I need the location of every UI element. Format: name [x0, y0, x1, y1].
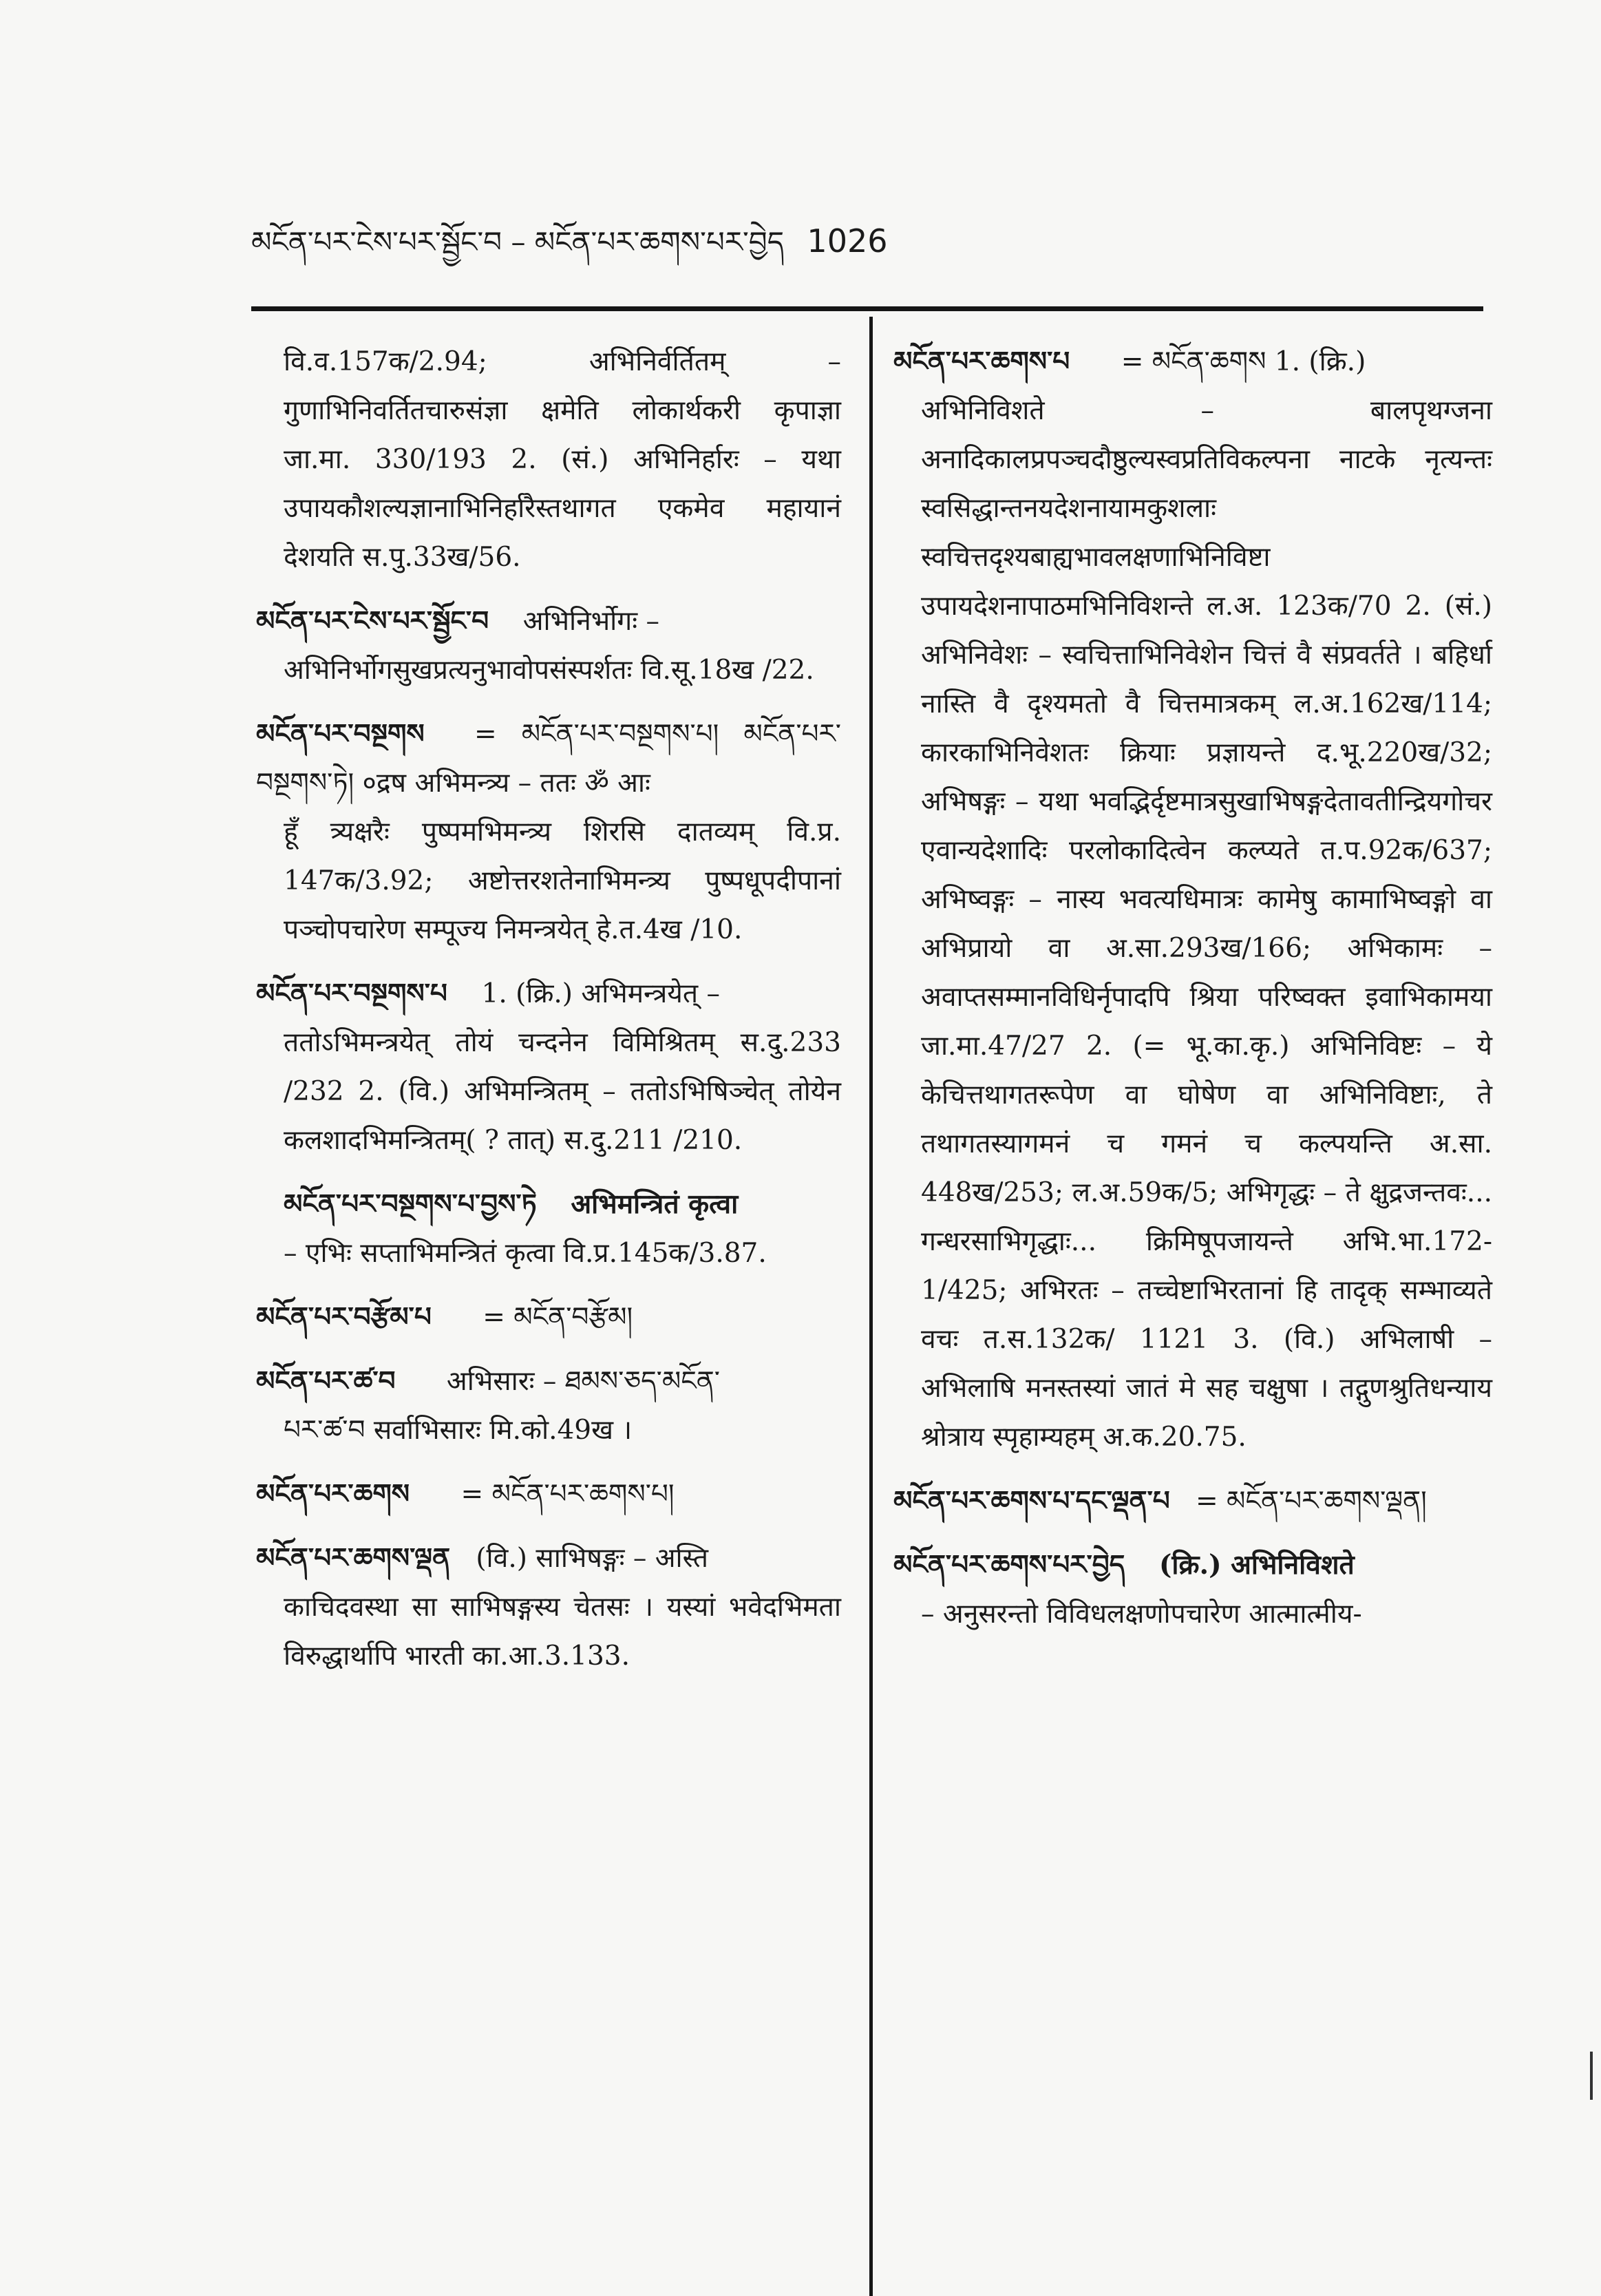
entry-body: པར་ཚ་བ सर्वाभिसारः मि.को.49ख । — [284, 1415, 633, 1446]
headword: མངོན་པར་ཆགས — [256, 1478, 410, 1510]
entry — [256, 1180, 841, 1278]
column-divider — [869, 317, 873, 2296]
entry-body: – अनुसरन्तो विविधलक्षणोपचारेण आत्मात्मीय- — [921, 1599, 1362, 1630]
entry-body: ततोऽभिमन्त्रयेत् तोयं चन्दनेन विमिश्रितम् स.दु.233 /232 2. (वि.) अभिमन्त्रितम् – ततोऽभिषिञ्चेत् तोयेन कलशादभिमन्त्रितम्( ? तात्) स.दु.211 /210. — [284, 1027, 841, 1156]
headword: མངོན་པར་ཆགས་ལྡན — [256, 1542, 451, 1574]
entry — [893, 1477, 1492, 1526]
headword: མངོན་པར་ངེས་པར་སྦྱོང་བ — [256, 605, 489, 637]
entry — [893, 1541, 1492, 1639]
headword: མངོན་པར་ཆགས་པ་དང་ལྡན་པ — [893, 1485, 1170, 1517]
entry — [256, 1357, 841, 1455]
entry — [256, 1470, 841, 1519]
headword: མངོན་པར་ཆགས་པར་བྱེད — [893, 1549, 1125, 1581]
gloss: अभिमन्त्रितं कृत्वा — [571, 1188, 739, 1220]
entry — [256, 337, 841, 582]
right-column — [893, 337, 1492, 1654]
scan-edge-mark — [1590, 2052, 1593, 2100]
running-title: མངོན་པར་ངེས་པར་སྦྱོང་བ – མངོན་པར་ཆགས་པར་བྱེད — [251, 225, 785, 259]
entry — [256, 710, 841, 954]
headword: མངོན་པར་བསྔགས་པ་བྱས་ཏེ — [284, 1188, 537, 1220]
header-rule — [251, 306, 1483, 311]
gloss: = མངོན་བརྩོམ། — [483, 1302, 633, 1333]
gloss: = མངོན་ཆགས 1. (क्रि.) — [1121, 346, 1366, 377]
headword: མངོན་པར་ཚ་བ — [256, 1365, 396, 1397]
left-column — [256, 337, 841, 1696]
gloss: (वि.) साभिषङ्गः – अस्ति — [476, 1543, 709, 1574]
headword: མངོན་པར་བསྔགས་པ — [256, 978, 447, 1009]
entry — [256, 1534, 841, 1681]
entry-body: हूँ त्र्यक्षरैः पुष्पमभिमन्त्र्य शिरसि दातव्यम् वि.प्र. 147क/3.92; अष्टोत्तरशतेनाभिमन्त्र्य पुष्पधूपदीपानां पञ्चोपचारेण सम्पूज्य निमन्त्रयेत् हे.त.4ख /10. — [284, 817, 841, 945]
headword: མངོན་པར་བསྔགས — [256, 718, 425, 750]
headword: མངོན་པར་ཆགས་པ — [893, 346, 1070, 377]
headword: མངོན་པར་བརྩོམ་པ — [256, 1301, 432, 1333]
gloss: अभिसारः – ཐམས་ཅད་མངོན་ — [446, 1366, 720, 1397]
entry-body: वि.व.157क/2.94; अभिनिर्वर्तितम् – गुणाभिनिवर्तितचारुसंज्ञा क्षमेति लोकार्थकरी कृपाज्ञा जा.मा. 330/193 2. (सं.) अभिनिर्हारः – यथा उपायकौशल्यज्ञानाभिनिर्हारैस्तथागत एकमेव महायानं देशयति स.पु.33ख/56. — [284, 346, 841, 573]
page-number: 1026 — [807, 222, 888, 260]
gloss: = མངོན་པར་བསྔགས་པ། མངོན་པར་བསྔགས་ཏེ། ०द्रष अभिमन्त्र्य – ततः ॐ आः — [256, 719, 841, 799]
gloss: 1. (क्रि.) अभिमन्त्रयेत् – — [481, 978, 720, 1009]
entry-body: काचिदवस्था सा साभिषङ्गस्य चेतसः । यस्यां भवेदभिमता विरुद्धार्थापि भारती का.आ.3.133. — [284, 1592, 841, 1672]
gloss: (क्रि.) अभिनिविशते — [1158, 1549, 1355, 1581]
gloss: = མངོན་པར་ཆགས་ལྡན། — [1195, 1486, 1427, 1517]
running-head — [251, 220, 1490, 263]
entry — [256, 597, 841, 695]
entry-body: अभिनिविशते – बालपृथग्जना अनादिकालप्रपञ्चदौष्ठुल्यस्वप्रतिविकल्पना नाटके नृत्यन्तः स्वसिद्धान्तनयदेशनायामकुशलाः स्वचित्तदृश्यबाह्यभावलक्षणाभिनिविष्टा उपायदेशनापाठमभिनिविशन्ते ल.अ. 123क/70 2. (सं.) अभिनिवेशः – स्वचित्ताभिनिवेशेन चित्तं वै संप्रवर्तते । बहिर्धा नास्ति वै दृश्यमतो वै चित्तमात्रकम् ल.अ.162ख/114; कारकाभिनिवेशतः क्रियाः प्रज्ञायन्ते द.भू.220ख/32; अभिषङ्गः – यथा भवद्भिर्दृष्टमात्रसुखाभिषङ्गदेतावतीन्द्रियगोचर एवान्यदेशादिः परलोकादित्वेन कल्प्यते त.प.92क/637; अभिष्वङ्गः – नास्य भवत्यधिमात्रः कामेषु कामाभिष्वङ्गो वा अभिप्रायो वा अ.सा.293ख/166; अभिकामः – अवाप्तसम्मानविधिर्नृपादपि श्रिया परिष्वक्त इवाभिकामया जा.मा.47/27 2. (= भू.का.कृ.) अभिनिविष्टः – ये केचित्तथागतरूपेण वा घोषेण वा अभिनिविष्टाः, ते तथागतस्यागमनं च गमनं च कल्पयन्ति अ.सा. 448ख/253; ल.अ.59क/5; अभिगृद्धः – ते क्षुद्रजन्तवः... गन्धरसाभिगृद्धाः... क्रिमिषूपजायन्ते अभि.भा.172-1/425; अभिरतः – तच्चेष्टाभिरतानां हि तादृक् सम्भाव्यते वचः त.स.132क/ 1121 3. (वि.) अभिलाषी – अभिलाषि मनस्तस्यां जातं मे सह चक्षुषा । तद्गुणश्रुतिधन्याय श्रोत्राय स्पृहाम्यहम् अ.क.20.75. — [921, 395, 1492, 1453]
entry — [893, 337, 1492, 1462]
entry-body: अभिनिर्भोगसुखप्रत्यनुभावोपसंस्पर्शतः वि.सू.18ख /22. — [284, 655, 814, 686]
gloss: = མངོན་པར་ཆགས་པ། — [460, 1479, 675, 1510]
entry — [256, 1293, 841, 1342]
entry-body: – एभिः सप्ताभिमन्त्रितं कृत्वा वि.प्र.145क/3.87. — [284, 1238, 767, 1269]
gloss: अभिनिर्भोगः – — [522, 606, 659, 637]
entry — [256, 969, 841, 1165]
